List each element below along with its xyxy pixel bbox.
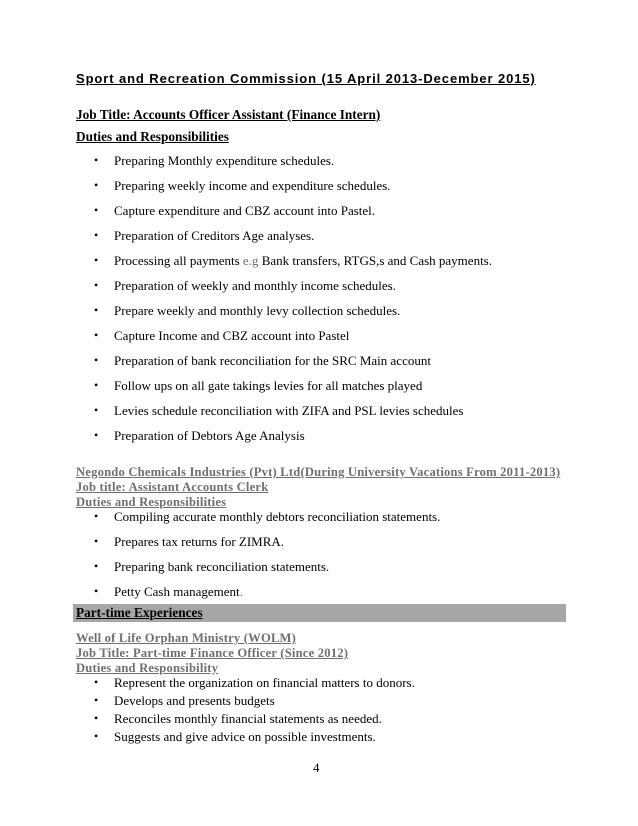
duties-heading-wolm: Duties and Responsibility [76,661,219,675]
page-number: 4 [313,760,320,775]
bullet-icon: • [94,559,99,573]
job-title-src: Job Title: Accounts Officer Assistant (Finance Intern) [76,107,381,122]
bullet-icon: • [94,303,99,317]
part-time-band [73,604,566,622]
company-negondo: Negondo Chemicals Industries (Pvt) Ltd(During University Vacations From 2011-2013) [76,465,561,479]
bullet-icon: • [94,584,99,598]
bullet-icon: • [94,353,99,367]
duties-heading-negondo: Duties and Responsibilities [76,495,227,509]
duties-heading-src: Duties and Responsibilities [76,129,229,144]
bullet-icon: • [94,278,99,292]
bullet-icon: • [94,403,99,417]
bullet-icon: • [94,228,99,242]
bullet-icon: • [94,378,99,392]
bullet-icon: • [94,693,99,707]
job-title-negondo: Job title: Assistant Accounts Clerk [76,480,269,494]
bullet-icon: • [94,428,99,442]
bullet-icon: • [94,178,99,192]
bullet-icon: • [94,711,99,725]
section-title-src: Sport and Recreation Commission (15 April 2013-December 2015) [76,71,536,86]
bullet-icon: • [94,203,99,217]
org-wolm: Well of Life Orphan Ministry (WOLM) [76,631,297,645]
bullet-icon: • [94,534,99,548]
bullet-icon: • [94,328,99,342]
job-title-wolm: Job Title: Part-time Finance Officer (Since 2012) [76,646,349,660]
bullet-icon: • [94,509,99,523]
part-time-heading: Part-time Experiences [76,605,203,620]
bullet-icon: • [94,675,99,689]
bullet-icon: • [94,253,99,267]
bullet-icon: • [94,729,99,743]
bullet-icon: • [94,153,99,167]
